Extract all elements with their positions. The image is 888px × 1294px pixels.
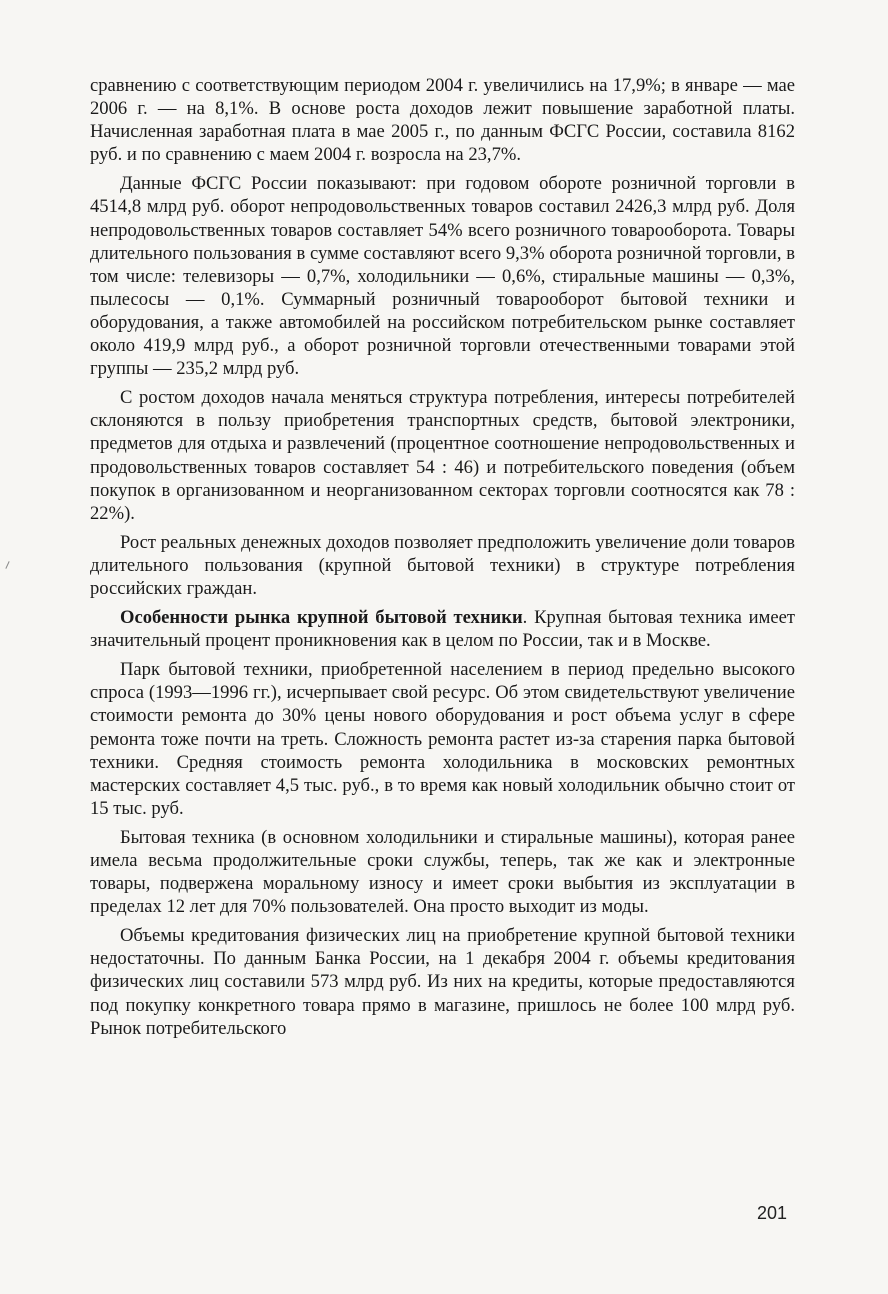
paragraph-consumption-structure: С ростом доходов начала меняться структура потребления, интересы потребителей склоняются в пользу приобретения транспортных средств, бытовой электроники, предметов для отдыха и развлечений (процентное соотношение непродовольственных и продовольственных товаров составляет 54 : 46) и потребительского поведения (объем покупок в организованном и неорганизованном секторах торговли соотносятся как 78 : 22%). — [90, 387, 795, 524]
paragraph-income-growth: сравнению с соответствующим периодом 2004 г. увеличились на 17,9%; в январе — мае 2006 г. — на 8,1%. В основе роста доходов лежит повышение заработной платы. Начисленная заработная плата в мае 2005 г., по данным ФСГС России, составила 8162 руб. и по сравнению с маем 2004 г. возросла на 23,7%. — [90, 75, 795, 166]
page-number: 201 — [757, 1203, 788, 1223]
paragraph-market-features — [90, 606, 795, 652]
paragraph-durable-goods-share: Рост реальных денежных доходов позволяет предположить увеличение доли товаров длительного пользования (крупной бытовой техники) в структуре потребления российских граждан. — [90, 531, 795, 599]
section-heading-text: . Крупная бытовая техника имеет значительный процент проникновения как в целом по России, так и в Москве. — [90, 607, 795, 652]
paragraph-retail-turnover: Данные ФСГС России показывают: при годовом обороте розничной торговли в 4514,8 млрд руб. оборот непродовольственных товаров составил 2426,3 млрд руб. Доля непродовольственных товаров составляет 54% всего розничного товарооборота. Товары длительного пользования в сумме составляют всего 9,3% оборота розничной торговли, в том числе: телевизоры — 0,7%, холодильники — 0,6%, стиральные машины — 0,3%, пылесосы — 0,1%. Суммарный розничный товарооборот бытовой техники и оборудования, а также автомобилей на российском потребительском рынке составляет около 419,9 млрд руб., а оборот розничной торговли отечественными товарами этой группы — 235,2 млрд руб. — [90, 173, 795, 380]
paragraph-appliance-park: Парк бытовой техники, приобретенной населением в период предельно высокого спроса (1993—1996 гг.), исчерпывает свой ресурс. Об этом свидетельствуют увеличение стоимости ремонта до 30% цены нового оборудования и рост объема услуг в сфере ремонта тоже почти на треть. Сложность ремонта растет из-за старения парка бытовой техники. Средняя стоимость ремонта холодильника в московских ремонтных мастерских составляет 4,5 тыс. руб., в то время как новый холодильник обычно стоит от 15 тыс. руб. — [90, 659, 795, 819]
paragraph-obsolescence: Бытовая техника (в основном холодильники и стиральные машины), которая ранее имела весьма продолжительные сроки службы, теперь, так же как и электронные товары, подвержена моральному износу и имеет сроки выбытия из эксплуатации в пределах 12 лет для 70% пользователей. Она просто выходит из моды. — [90, 826, 795, 918]
scan-mark — [5, 561, 9, 569]
section-heading: Особенности рынка крупной бытовой техники — [120, 607, 523, 629]
paragraph-consumer-credit: Объемы кредитования физических лиц на приобретение крупной бытовой техники недостаточны. По данным Банка России, на 1 декабря 2004 г. объемы кредитования физических лиц составили 573 млрд руб. Из них на кредиты, которые предоставляются под покупку конкретного товара прямо в магазине, пришлось не более 100 млрд руб. Рынок потребительского — [90, 925, 795, 1039]
page-body — [90, 74, 795, 1046]
